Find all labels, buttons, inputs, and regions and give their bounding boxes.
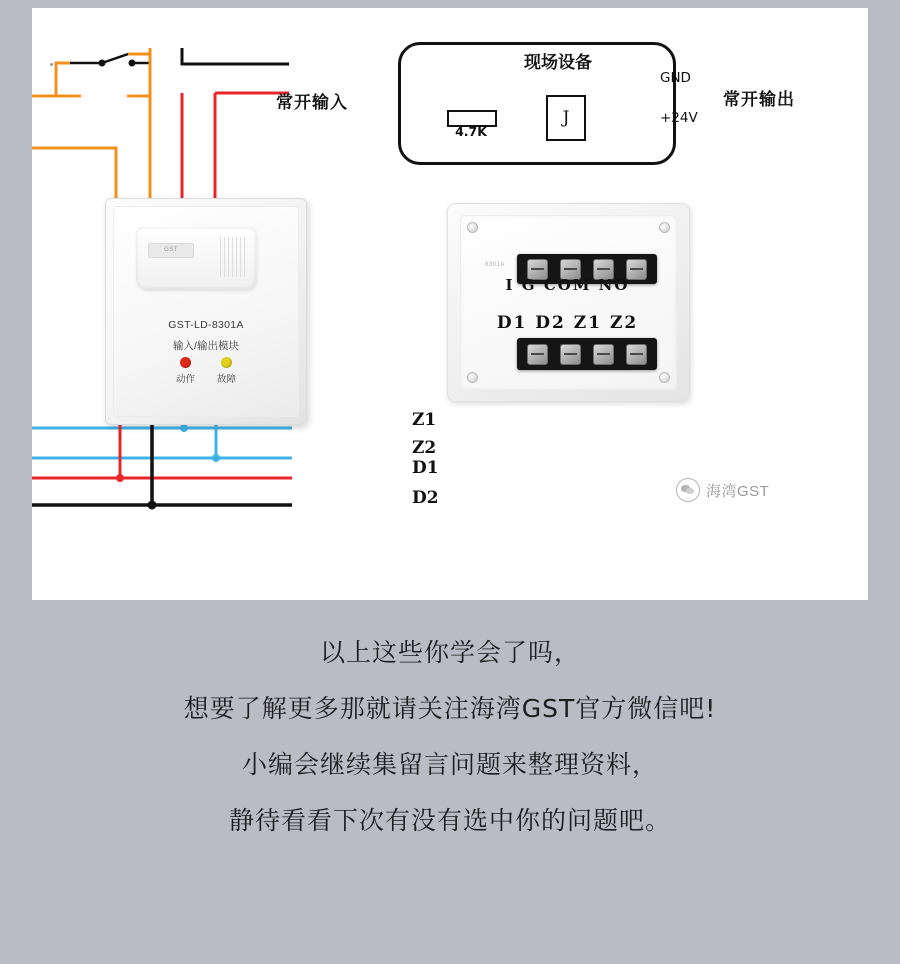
module-led-fault bbox=[217, 357, 236, 385]
caption-line-2: 想要了解更多那就请关注海湾GST官方微信吧! bbox=[183, 694, 717, 723]
led-fault-label: 故障 bbox=[217, 374, 237, 385]
screw-icon bbox=[659, 372, 670, 383]
wechat-icon bbox=[676, 478, 700, 502]
base-bottom-terminal-labels: D1 D2 Z1 Z2 bbox=[496, 313, 639, 333]
module-slot-label: GST bbox=[148, 243, 194, 258]
screw-icon bbox=[659, 222, 670, 233]
watermark-text: 海湾GST bbox=[706, 482, 770, 500]
screw-icon bbox=[467, 372, 478, 383]
terminal-strip-bottom bbox=[517, 338, 657, 370]
relay-symbol: J bbox=[546, 95, 586, 141]
bus-label-z1: Z1 bbox=[412, 410, 437, 430]
bus-label-d2: D2 bbox=[412, 488, 439, 508]
normally-open-input-label: 常开输入 bbox=[276, 93, 348, 113]
caption-line-3: 小编会继续集留言问题来整理资料， bbox=[241, 750, 658, 779]
terminal-screw-d1 bbox=[527, 344, 548, 365]
corner-dot-mark bbox=[50, 63, 53, 66]
led-action-label: 动作 bbox=[175, 374, 195, 385]
module-base-plate bbox=[447, 203, 690, 402]
module-grille bbox=[136, 227, 256, 289]
led-yellow-icon bbox=[221, 357, 232, 368]
terminal-screw-z2 bbox=[626, 344, 647, 365]
terminal-screw-z1 bbox=[593, 344, 614, 365]
screw-icon bbox=[467, 222, 478, 233]
module-bezel bbox=[113, 206, 299, 417]
module-type-text: 输入/输出模块 bbox=[173, 340, 239, 352]
caption-line-1: 以上这些你学会了吗， bbox=[319, 638, 580, 667]
bus-label-d1: D1 bbox=[412, 458, 439, 478]
watermark bbox=[676, 478, 769, 502]
caption-block bbox=[0, 625, 900, 849]
module-product-photo bbox=[105, 198, 307, 425]
resistor-value-label: 4.7K bbox=[455, 124, 487, 139]
normally-open-output-label: 常开输出 bbox=[723, 90, 795, 110]
base-plate-code: 8301A bbox=[485, 262, 505, 268]
caption-line-4: 静待看看下次有没有选中你的问题吧。 bbox=[228, 806, 671, 835]
led-red-icon bbox=[180, 357, 191, 368]
gnd-label: GND bbox=[660, 70, 691, 86]
bus-label-z2: Z2 bbox=[412, 438, 437, 458]
module-led-row bbox=[114, 357, 298, 385]
module-led-action bbox=[176, 357, 195, 385]
module-model-text: GST-LD-8301A bbox=[168, 319, 244, 331]
base-plate-inner bbox=[460, 215, 677, 390]
v24-label: +24V bbox=[660, 110, 698, 126]
base-top-terminal-labels: I G COM NO bbox=[505, 276, 630, 294]
terminal-screw-d2 bbox=[560, 344, 581, 365]
field-device-title: 现场设备 bbox=[524, 53, 592, 73]
